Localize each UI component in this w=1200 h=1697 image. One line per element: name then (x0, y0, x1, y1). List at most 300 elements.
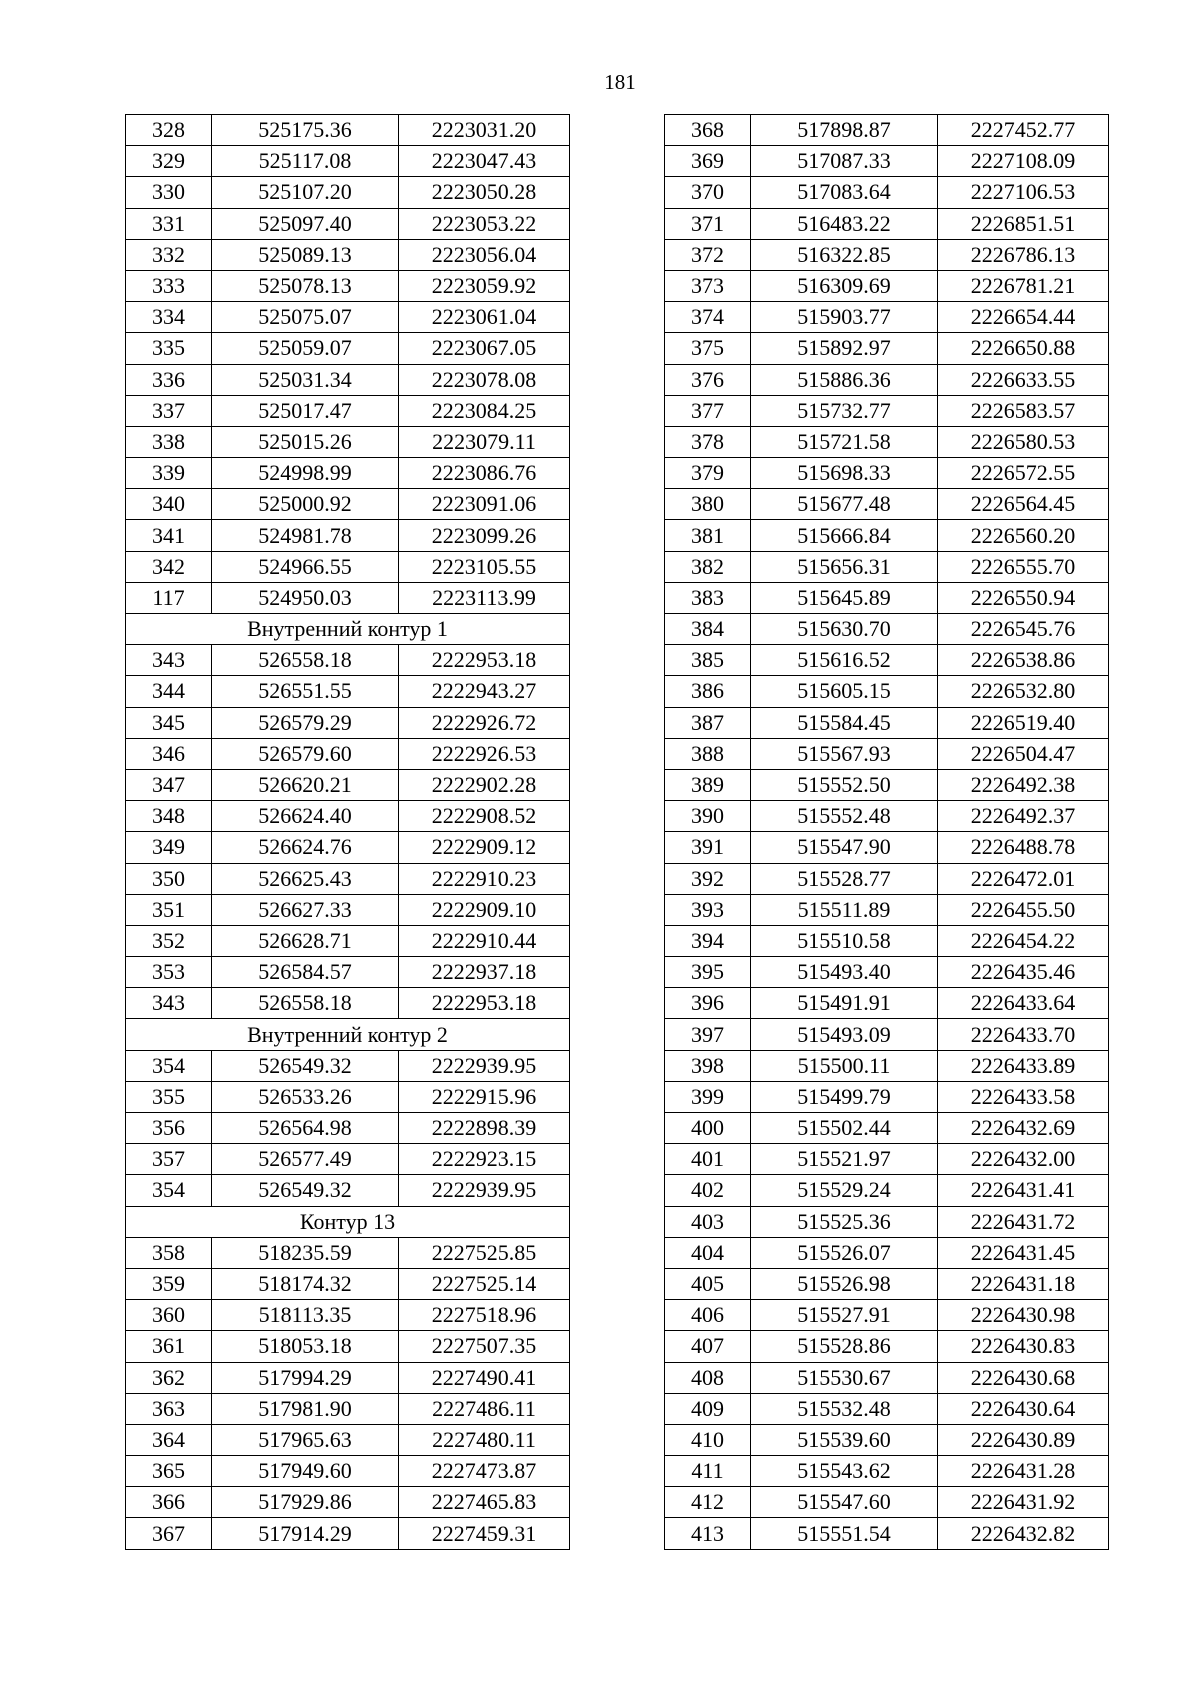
point-number-cell: 378 (665, 426, 751, 457)
y-coordinate-cell: 2226555.70 (938, 551, 1109, 582)
x-coordinate-cell: 515529.24 (751, 1175, 938, 1206)
y-coordinate-cell: 2226432.82 (938, 1518, 1109, 1549)
point-number-cell: 404 (665, 1237, 751, 1268)
y-coordinate-cell: 2226430.89 (938, 1424, 1109, 1455)
y-coordinate-cell: 2226492.38 (938, 769, 1109, 800)
x-coordinate-cell: 517949.60 (212, 1456, 399, 1487)
point-number-cell: 330 (126, 177, 212, 208)
y-coordinate-cell: 2226583.57 (938, 395, 1109, 426)
point-number-cell: 337 (126, 395, 212, 426)
table-row (665, 1424, 1109, 1455)
y-coordinate-cell: 2226430.64 (938, 1393, 1109, 1424)
x-coordinate-cell: 515886.36 (751, 364, 938, 395)
table-row (126, 177, 570, 208)
x-coordinate-cell: 526551.55 (212, 676, 399, 707)
point-number-cell: 409 (665, 1393, 751, 1424)
x-coordinate-cell: 524998.99 (212, 458, 399, 489)
y-coordinate-cell: 2226564.45 (938, 489, 1109, 520)
point-number-cell: 397 (665, 1019, 751, 1050)
table-row (665, 1393, 1109, 1424)
table-row (665, 863, 1109, 894)
point-number-cell: 385 (665, 645, 751, 676)
y-coordinate-cell: 2226431.28 (938, 1456, 1109, 1487)
x-coordinate-cell: 515500.11 (751, 1050, 938, 1081)
table-row (665, 1518, 1109, 1549)
y-coordinate-cell: 2223079.11 (399, 426, 570, 457)
table-row (126, 1175, 570, 1206)
point-number-cell: 390 (665, 801, 751, 832)
point-number-cell: 331 (126, 208, 212, 239)
table-row (126, 1300, 570, 1331)
x-coordinate-cell: 526628.71 (212, 925, 399, 956)
point-number-cell: 411 (665, 1456, 751, 1487)
table-row (126, 395, 570, 426)
x-coordinate-cell: 515552.48 (751, 801, 938, 832)
x-coordinate-cell: 515527.91 (751, 1300, 938, 1331)
x-coordinate-cell: 526579.60 (212, 738, 399, 769)
y-coordinate-cell: 2227507.35 (399, 1331, 570, 1362)
x-coordinate-cell: 515539.60 (751, 1424, 938, 1455)
y-coordinate-cell: 2223084.25 (399, 395, 570, 426)
point-number-cell: 361 (126, 1331, 212, 1362)
table-row (126, 551, 570, 582)
x-coordinate-cell: 525017.47 (212, 395, 399, 426)
y-coordinate-cell: 2226431.18 (938, 1268, 1109, 1299)
point-number-cell: 403 (665, 1206, 751, 1237)
point-number-cell: 371 (665, 208, 751, 239)
y-coordinate-cell: 2222926.72 (399, 707, 570, 738)
y-coordinate-cell: 2223113.99 (399, 582, 570, 613)
y-coordinate-cell: 2227465.83 (399, 1487, 570, 1518)
y-coordinate-cell: 2226492.37 (938, 801, 1109, 832)
page-number: 181 (604, 70, 636, 94)
point-number-cell: 343 (126, 988, 212, 1019)
section-label: Внутренний контур 1 (126, 614, 570, 645)
point-number-cell: 382 (665, 551, 751, 582)
table-row (665, 1331, 1109, 1362)
point-number-cell: 353 (126, 957, 212, 988)
point-number-cell: 339 (126, 458, 212, 489)
point-number-cell: 351 (126, 894, 212, 925)
table-row (665, 582, 1109, 613)
y-coordinate-cell: 2226433.89 (938, 1050, 1109, 1081)
y-coordinate-cell: 2226538.86 (938, 645, 1109, 676)
table-row (126, 801, 570, 832)
y-coordinate-cell: 2226433.58 (938, 1081, 1109, 1112)
x-coordinate-cell: 525175.36 (212, 115, 399, 146)
point-number-cell: 358 (126, 1237, 212, 1268)
point-number-cell: 410 (665, 1424, 751, 1455)
y-coordinate-cell: 2227473.87 (399, 1456, 570, 1487)
y-coordinate-cell: 2226472.01 (938, 863, 1109, 894)
point-number-cell: 375 (665, 333, 751, 364)
table-row (665, 707, 1109, 738)
x-coordinate-cell: 515491.91 (751, 988, 938, 1019)
point-number-cell: 354 (126, 1050, 212, 1081)
point-number-cell: 345 (126, 707, 212, 738)
x-coordinate-cell: 525097.40 (212, 208, 399, 239)
table-row (126, 1456, 570, 1487)
table-row (665, 1237, 1109, 1268)
table-row (665, 551, 1109, 582)
point-number-cell: 398 (665, 1050, 751, 1081)
x-coordinate-cell: 525117.08 (212, 146, 399, 177)
x-coordinate-cell: 526549.32 (212, 1050, 399, 1081)
point-number-cell: 392 (665, 863, 751, 894)
y-coordinate-cell: 2227525.14 (399, 1268, 570, 1299)
table-row (126, 1081, 570, 1112)
y-coordinate-cell: 2226504.47 (938, 738, 1109, 769)
table-row (126, 894, 570, 925)
x-coordinate-cell: 515532.48 (751, 1393, 938, 1424)
point-number-cell: 362 (126, 1362, 212, 1393)
table-row (665, 1206, 1109, 1237)
point-number-cell: 357 (126, 1144, 212, 1175)
x-coordinate-cell: 526579.29 (212, 707, 399, 738)
y-coordinate-cell: 2226433.64 (938, 988, 1109, 1019)
point-number-cell: 334 (126, 302, 212, 333)
point-number-cell: 383 (665, 582, 751, 613)
table-row (665, 894, 1109, 925)
x-coordinate-cell: 515698.33 (751, 458, 938, 489)
x-coordinate-cell: 515528.77 (751, 863, 938, 894)
point-number-cell: 349 (126, 832, 212, 863)
point-number-cell: 343 (126, 645, 212, 676)
x-coordinate-cell: 524950.03 (212, 582, 399, 613)
table-row (126, 582, 570, 613)
x-coordinate-cell: 515666.84 (751, 520, 938, 551)
x-coordinate-cell: 515551.54 (751, 1518, 938, 1549)
y-coordinate-cell: 2223086.76 (399, 458, 570, 489)
x-coordinate-cell: 526558.18 (212, 645, 399, 676)
point-number-cell: 395 (665, 957, 751, 988)
y-coordinate-cell: 2222910.44 (399, 925, 570, 956)
point-number-cell: 406 (665, 1300, 751, 1331)
y-coordinate-cell: 2222926.53 (399, 738, 570, 769)
table-row (126, 1487, 570, 1518)
y-coordinate-cell: 2222915.96 (399, 1081, 570, 1112)
point-number-cell: 391 (665, 832, 751, 863)
point-number-cell: 340 (126, 489, 212, 520)
point-number-cell: 354 (126, 1175, 212, 1206)
point-number-cell: 355 (126, 1081, 212, 1112)
y-coordinate-cell: 2227108.09 (938, 146, 1109, 177)
x-coordinate-cell: 515630.70 (751, 614, 938, 645)
section-label: Контур 13 (126, 1206, 570, 1237)
y-coordinate-cell: 2226431.45 (938, 1237, 1109, 1268)
y-coordinate-cell: 2222902.28 (399, 769, 570, 800)
table-row (126, 645, 570, 676)
y-coordinate-cell: 2226432.00 (938, 1144, 1109, 1175)
x-coordinate-cell: 515521.97 (751, 1144, 938, 1175)
y-coordinate-cell: 2223031.20 (399, 115, 570, 146)
table-row (126, 1050, 570, 1081)
table-row (126, 239, 570, 270)
x-coordinate-cell: 525078.13 (212, 270, 399, 301)
table-row (126, 302, 570, 333)
table-row (665, 302, 1109, 333)
point-number-cell: 394 (665, 925, 751, 956)
y-coordinate-cell: 2222953.18 (399, 645, 570, 676)
y-coordinate-cell: 2226455.50 (938, 894, 1109, 925)
y-coordinate-cell: 2223061.04 (399, 302, 570, 333)
x-coordinate-cell: 515530.67 (751, 1362, 938, 1393)
table-row (665, 801, 1109, 832)
table-row (126, 738, 570, 769)
y-coordinate-cell: 2226433.70 (938, 1019, 1109, 1050)
x-coordinate-cell: 515616.52 (751, 645, 938, 676)
point-number-cell: 405 (665, 1268, 751, 1299)
y-coordinate-cell: 2227459.31 (399, 1518, 570, 1549)
point-number-cell: 352 (126, 925, 212, 956)
y-coordinate-cell: 2226519.40 (938, 707, 1109, 738)
table-row (126, 1331, 570, 1362)
table-row (665, 146, 1109, 177)
table-row (665, 520, 1109, 551)
x-coordinate-cell: 526558.18 (212, 988, 399, 1019)
y-coordinate-cell: 2227525.85 (399, 1237, 570, 1268)
point-number-cell: 344 (126, 676, 212, 707)
table-row (665, 177, 1109, 208)
y-coordinate-cell: 2223091.06 (399, 489, 570, 520)
x-coordinate-cell: 526627.33 (212, 894, 399, 925)
y-coordinate-cell: 2223047.43 (399, 146, 570, 177)
x-coordinate-cell: 517929.86 (212, 1487, 399, 1518)
section-header-row (126, 1206, 570, 1237)
x-coordinate-cell: 525031.34 (212, 364, 399, 395)
x-coordinate-cell: 515677.48 (751, 489, 938, 520)
y-coordinate-cell: 2222908.52 (399, 801, 570, 832)
x-coordinate-cell: 515584.45 (751, 707, 938, 738)
y-coordinate-cell: 2222943.27 (399, 676, 570, 707)
y-coordinate-cell: 2223059.92 (399, 270, 570, 301)
x-coordinate-cell: 515903.77 (751, 302, 938, 333)
x-coordinate-cell: 516322.85 (751, 239, 938, 270)
point-number-cell: 346 (126, 738, 212, 769)
point-number-cell: 338 (126, 426, 212, 457)
y-coordinate-cell: 2226488.78 (938, 832, 1109, 863)
table-row (126, 1518, 570, 1549)
y-coordinate-cell: 2226430.83 (938, 1331, 1109, 1362)
x-coordinate-cell: 526577.49 (212, 1144, 399, 1175)
y-coordinate-cell: 2222909.10 (399, 894, 570, 925)
table-row (126, 364, 570, 395)
point-number-cell: 356 (126, 1113, 212, 1144)
x-coordinate-cell: 517965.63 (212, 1424, 399, 1455)
y-coordinate-cell: 2222953.18 (399, 988, 570, 1019)
point-number-cell: 333 (126, 270, 212, 301)
x-coordinate-cell: 515552.50 (751, 769, 938, 800)
point-number-cell: 367 (126, 1518, 212, 1549)
point-number-cell: 381 (665, 520, 751, 551)
y-coordinate-cell: 2226431.92 (938, 1487, 1109, 1518)
section-label: Внутренний контур 2 (126, 1019, 570, 1050)
x-coordinate-cell: 526624.40 (212, 801, 399, 832)
table-row (126, 957, 570, 988)
table-row (665, 738, 1109, 769)
point-number-cell: 366 (126, 1487, 212, 1518)
point-number-cell: 388 (665, 738, 751, 769)
point-number-cell: 335 (126, 333, 212, 364)
point-number-cell: 373 (665, 270, 751, 301)
table-row (665, 1144, 1109, 1175)
table-row (126, 1268, 570, 1299)
x-coordinate-cell: 515656.31 (751, 551, 938, 582)
x-coordinate-cell: 515502.44 (751, 1113, 938, 1144)
x-coordinate-cell: 515526.07 (751, 1237, 938, 1268)
x-coordinate-cell: 515567.93 (751, 738, 938, 769)
x-coordinate-cell: 515547.60 (751, 1487, 938, 1518)
x-coordinate-cell: 515721.58 (751, 426, 938, 457)
table-row (665, 1300, 1109, 1331)
point-number-cell: 359 (126, 1268, 212, 1299)
point-number-cell: 396 (665, 988, 751, 1019)
y-coordinate-cell: 2227490.41 (399, 1362, 570, 1393)
point-number-cell: 377 (665, 395, 751, 426)
point-number-cell: 332 (126, 239, 212, 270)
table-row (126, 426, 570, 457)
point-number-cell: 336 (126, 364, 212, 395)
y-coordinate-cell: 2222898.39 (399, 1113, 570, 1144)
x-coordinate-cell: 524981.78 (212, 520, 399, 551)
x-coordinate-cell: 526584.57 (212, 957, 399, 988)
table-row (665, 645, 1109, 676)
y-coordinate-cell: 2222939.95 (399, 1175, 570, 1206)
table-row (665, 115, 1109, 146)
y-coordinate-cell: 2226532.80 (938, 676, 1109, 707)
table-row (665, 676, 1109, 707)
table-row (665, 925, 1109, 956)
point-number-cell: 402 (665, 1175, 751, 1206)
table-row (665, 489, 1109, 520)
x-coordinate-cell: 517087.33 (751, 146, 938, 177)
y-coordinate-cell: 2222937.18 (399, 957, 570, 988)
y-coordinate-cell: 2226454.22 (938, 925, 1109, 956)
x-coordinate-cell: 518053.18 (212, 1331, 399, 1362)
x-coordinate-cell: 517914.29 (212, 1518, 399, 1549)
y-coordinate-cell: 2222939.95 (399, 1050, 570, 1081)
x-coordinate-cell: 517083.64 (751, 177, 938, 208)
point-number-cell: 387 (665, 707, 751, 738)
x-coordinate-cell: 526564.98 (212, 1113, 399, 1144)
y-coordinate-cell: 2223067.05 (399, 333, 570, 364)
y-coordinate-cell: 2226431.41 (938, 1175, 1109, 1206)
y-coordinate-cell: 2226851.51 (938, 208, 1109, 239)
point-number-cell: 412 (665, 1487, 751, 1518)
point-number-cell: 372 (665, 239, 751, 270)
y-coordinate-cell: 2226435.46 (938, 957, 1109, 988)
table-row (126, 676, 570, 707)
y-coordinate-cell: 2226633.55 (938, 364, 1109, 395)
x-coordinate-cell: 526549.32 (212, 1175, 399, 1206)
y-coordinate-cell: 2222910.23 (399, 863, 570, 894)
point-number-cell: 369 (665, 146, 751, 177)
table-row (126, 520, 570, 551)
table-row (665, 769, 1109, 800)
y-coordinate-cell: 2223099.26 (399, 520, 570, 551)
table-row (126, 270, 570, 301)
y-coordinate-cell: 2226550.94 (938, 582, 1109, 613)
table-row (665, 1175, 1109, 1206)
point-number-cell: 348 (126, 801, 212, 832)
table-row (665, 1113, 1109, 1144)
x-coordinate-cell: 525059.07 (212, 333, 399, 364)
table-row (665, 1456, 1109, 1487)
point-number-cell: 379 (665, 458, 751, 489)
y-coordinate-cell: 2227106.53 (938, 177, 1109, 208)
x-coordinate-cell: 526620.21 (212, 769, 399, 800)
table-row (126, 115, 570, 146)
point-number-cell: 384 (665, 614, 751, 645)
table-row (126, 1362, 570, 1393)
table-row (126, 1144, 570, 1175)
point-number-cell: 329 (126, 146, 212, 177)
table-row (665, 614, 1109, 645)
x-coordinate-cell: 515892.97 (751, 333, 938, 364)
table-row (126, 1393, 570, 1424)
point-number-cell: 380 (665, 489, 751, 520)
x-coordinate-cell: 515493.09 (751, 1019, 938, 1050)
x-coordinate-cell: 525075.07 (212, 302, 399, 333)
y-coordinate-cell: 2226572.55 (938, 458, 1109, 489)
point-number-cell: 401 (665, 1144, 751, 1175)
y-coordinate-cell: 2226545.76 (938, 614, 1109, 645)
point-number-cell: 363 (126, 1393, 212, 1424)
x-coordinate-cell: 515547.90 (751, 832, 938, 863)
x-coordinate-cell: 518174.32 (212, 1268, 399, 1299)
y-coordinate-cell: 2227486.11 (399, 1393, 570, 1424)
x-coordinate-cell: 517898.87 (751, 115, 938, 146)
y-coordinate-cell: 2226786.13 (938, 239, 1109, 270)
y-coordinate-cell: 2223053.22 (399, 208, 570, 239)
y-coordinate-cell: 2223050.28 (399, 177, 570, 208)
table-row (126, 458, 570, 489)
point-number-cell: 399 (665, 1081, 751, 1112)
table-row (126, 769, 570, 800)
point-number-cell: 360 (126, 1300, 212, 1331)
table-row (665, 270, 1109, 301)
y-coordinate-cell: 2226430.98 (938, 1300, 1109, 1331)
point-number-cell: 408 (665, 1362, 751, 1393)
point-number-cell: 376 (665, 364, 751, 395)
table-row (665, 1487, 1109, 1518)
table-row (665, 426, 1109, 457)
table-body (665, 115, 1109, 1550)
point-number-cell: 347 (126, 769, 212, 800)
point-number-cell: 389 (665, 769, 751, 800)
point-number-cell: 365 (126, 1456, 212, 1487)
table-row (665, 239, 1109, 270)
x-coordinate-cell: 515526.98 (751, 1268, 938, 1299)
table-row (126, 863, 570, 894)
coordinates-table-right (664, 114, 1109, 1550)
x-coordinate-cell: 525107.20 (212, 177, 399, 208)
table-row (665, 333, 1109, 364)
table-row (126, 832, 570, 863)
y-coordinate-cell: 2223105.55 (399, 551, 570, 582)
table-row (665, 458, 1109, 489)
y-coordinate-cell: 2227452.77 (938, 115, 1109, 146)
point-number-cell: 413 (665, 1518, 751, 1549)
table-row (665, 364, 1109, 395)
x-coordinate-cell: 517994.29 (212, 1362, 399, 1393)
point-number-cell: 364 (126, 1424, 212, 1455)
table-body (126, 115, 570, 1550)
table-row (126, 1237, 570, 1268)
table-row (126, 925, 570, 956)
y-coordinate-cell: 2226560.20 (938, 520, 1109, 551)
y-coordinate-cell: 2226432.69 (938, 1113, 1109, 1144)
